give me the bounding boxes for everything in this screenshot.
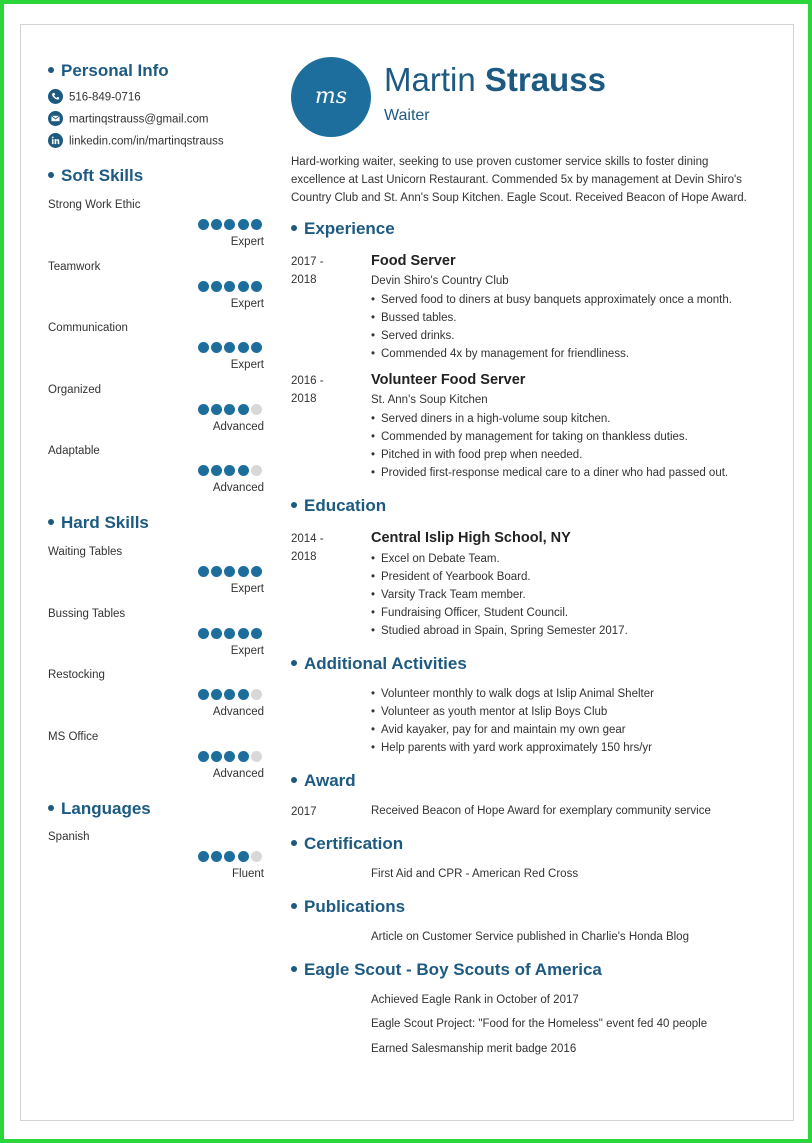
rating-dot-filled bbox=[238, 566, 249, 577]
email-icon bbox=[48, 111, 63, 126]
rating-dot-empty bbox=[251, 465, 262, 476]
rating-dot-filled bbox=[198, 751, 209, 762]
personal-info-heading: Personal Info bbox=[48, 61, 169, 81]
skill-name: Spanish bbox=[48, 831, 90, 843]
skill-level: Expert bbox=[230, 297, 264, 310]
experience-date: 2017 - 2018 bbox=[291, 256, 324, 286]
avatar: ms bbox=[291, 57, 371, 137]
skill-rating bbox=[198, 342, 264, 354]
list-item: • Excel on Debate Team. bbox=[371, 550, 628, 568]
heading-bullet-icon bbox=[291, 502, 297, 508]
rating-dot-filled bbox=[238, 404, 249, 415]
skill-level: Advanced bbox=[212, 420, 264, 433]
eagle-scout-line: Earned Salesmanship merit badge 2016 bbox=[371, 1043, 577, 1055]
job-title: Waiter bbox=[384, 107, 430, 124]
skill-name: Organized bbox=[48, 383, 102, 396]
soft-skills-heading: Soft Skills bbox=[48, 166, 143, 186]
skill-name: Waiting Tables bbox=[48, 546, 123, 558]
list-item: • Provided first-response medical care to a diner who had passed out. bbox=[371, 464, 728, 482]
list-item: • Served food to diners at busy banquets approximately once a month. bbox=[371, 291, 732, 309]
skill-level: Advanced bbox=[212, 706, 264, 718]
education-school: Central Islip High School, NY bbox=[371, 530, 571, 546]
rating-dot-filled bbox=[224, 219, 235, 230]
rating-dot-filled bbox=[198, 342, 209, 353]
heading-bullet-icon bbox=[291, 660, 297, 666]
rating-dot-filled bbox=[224, 404, 235, 415]
rating-dot-filled bbox=[224, 342, 235, 353]
rating-dot-filled bbox=[224, 628, 235, 639]
languages-heading: Languages bbox=[48, 799, 151, 819]
experience-date: 2016 - 2018 bbox=[291, 375, 324, 405]
rating-dot-filled bbox=[198, 219, 209, 230]
rating-dot-filled bbox=[251, 628, 262, 639]
certification-heading: Certification bbox=[291, 834, 403, 854]
candidate-name: Martin Strauss bbox=[384, 61, 606, 98]
contact-phone: 516-849-0716 bbox=[48, 90, 141, 105]
skill-name: Restocking bbox=[48, 669, 105, 681]
skill-name: MS Office bbox=[48, 730, 99, 743]
skill-rating bbox=[198, 404, 264, 416]
rating-dot-filled bbox=[224, 689, 235, 700]
education-date: 2014 - 2018 bbox=[291, 533, 324, 563]
publications-text: Article on Customer Service published in Charlie's Honda Blog bbox=[371, 931, 689, 943]
heading-bullet-icon bbox=[291, 777, 297, 783]
list-item: • Avid kayaker, pay for and maintain my own gear bbox=[371, 721, 654, 739]
heading-bullet-icon bbox=[291, 225, 297, 231]
skill-rating bbox=[198, 281, 264, 293]
certification-text: First Aid and CPR - American Red Cross bbox=[371, 868, 579, 880]
list-item: • Commended by management for taking on thankless duties. bbox=[371, 428, 728, 446]
publications-heading: Publications bbox=[291, 897, 405, 917]
skill-level: Fluent bbox=[232, 868, 264, 880]
list-item: • Commended 4x by management for friendliness. bbox=[371, 345, 732, 363]
heading-bullet-icon bbox=[48, 805, 54, 811]
rating-dot-filled bbox=[211, 628, 222, 639]
rating-dot-filled bbox=[224, 751, 235, 762]
heading-bullet-icon bbox=[48, 67, 54, 73]
rating-dot-filled bbox=[211, 566, 222, 577]
experience-position: Volunteer Food Server bbox=[371, 372, 526, 388]
phone-icon bbox=[48, 89, 63, 104]
hard-skills-heading: Hard Skills bbox=[48, 513, 149, 533]
experience-org: Devin Shiro's Country Club bbox=[371, 275, 509, 287]
skill-level: Advanced bbox=[212, 767, 264, 780]
skill-level: Expert bbox=[230, 644, 264, 657]
skill-name: Bussing Tables bbox=[48, 607, 126, 620]
rating-dot-filled bbox=[198, 281, 209, 292]
activities-heading: Additional Activities bbox=[291, 654, 467, 674]
rating-dot-filled bbox=[224, 281, 235, 292]
rating-dot-filled bbox=[224, 566, 235, 577]
list-item: • Fundraising Officer, Student Council. bbox=[371, 604, 628, 622]
rating-dot-filled bbox=[238, 851, 249, 862]
list-item: • Volunteer as youth mentor at Islip Boys Club bbox=[371, 703, 654, 721]
rating-dot-filled bbox=[238, 219, 249, 230]
skill-rating bbox=[198, 219, 264, 231]
rating-dot-filled bbox=[198, 404, 209, 415]
heading-bullet-icon bbox=[48, 172, 54, 178]
award-heading: Award bbox=[291, 771, 356, 791]
experience-bullets bbox=[371, 410, 728, 482]
rating-dot-filled bbox=[198, 465, 209, 476]
skill-rating bbox=[198, 465, 264, 477]
skill-rating bbox=[198, 689, 264, 701]
heading-bullet-icon bbox=[291, 840, 297, 846]
rating-dot-filled bbox=[251, 342, 262, 353]
rating-dot-filled bbox=[238, 281, 249, 292]
rating-dot-filled bbox=[211, 342, 222, 353]
rating-dot-filled bbox=[211, 851, 222, 862]
rating-dot-filled bbox=[238, 689, 249, 700]
skill-level: Expert bbox=[230, 583, 264, 595]
eagle-scout-heading: Eagle Scout - Boy Scouts of America bbox=[291, 960, 602, 980]
rating-dot-filled bbox=[211, 219, 222, 230]
rating-dot-filled bbox=[238, 465, 249, 476]
education-bullets bbox=[371, 550, 628, 640]
skill-rating bbox=[198, 628, 264, 640]
eagle-scout-line: Achieved Eagle Rank in October of 2017 bbox=[371, 994, 579, 1006]
skill-level: Advanced bbox=[212, 482, 264, 494]
award-year: 2017 bbox=[291, 806, 317, 818]
rating-dot-filled bbox=[224, 851, 235, 862]
list-item: • Help parents with yard work approximately 150 hrs/yr bbox=[371, 739, 654, 757]
activities-bullets bbox=[371, 685, 654, 757]
skill-name: Teamwork bbox=[48, 260, 101, 273]
skill-rating bbox=[198, 851, 264, 863]
experience-heading: Experience bbox=[291, 219, 395, 239]
rating-dot-empty bbox=[251, 404, 262, 415]
rating-dot-filled bbox=[224, 465, 235, 476]
rating-dot-filled bbox=[211, 465, 222, 476]
rating-dot-filled bbox=[211, 689, 222, 700]
experience-position: Food Server bbox=[371, 253, 456, 269]
list-item: • Served drinks. bbox=[371, 327, 732, 345]
list-item: • President of Yearbook Board. bbox=[371, 568, 628, 586]
linkedin-icon bbox=[48, 133, 63, 148]
rating-dot-filled bbox=[198, 566, 209, 577]
list-item: • Pitched in with food prep when needed. bbox=[371, 446, 728, 464]
heading-bullet-icon bbox=[291, 903, 297, 909]
rating-dot-filled bbox=[211, 281, 222, 292]
contact-linkedin[interactable]: linkedin.com/in/martinqstrauss bbox=[48, 134, 224, 149]
list-item: • Varsity Track Team member. bbox=[371, 586, 628, 604]
experience-bullets bbox=[371, 291, 732, 363]
list-item: • Volunteer monthly to walk dogs at Islip Animal Shelter bbox=[371, 685, 654, 703]
rating-dot-filled bbox=[238, 342, 249, 353]
list-item: • Studied abroad in Spain, Spring Semester 2017. bbox=[371, 622, 628, 640]
rating-dot-empty bbox=[251, 751, 262, 762]
eagle-scout-line: Eagle Scout Project: "Food for the Homeless" event fed 40 people bbox=[371, 1018, 708, 1030]
rating-dot-filled bbox=[238, 628, 249, 639]
skill-rating bbox=[198, 566, 264, 578]
skill-rating bbox=[198, 751, 264, 763]
rating-dot-filled bbox=[211, 751, 222, 762]
skill-level: Expert bbox=[230, 236, 264, 248]
rating-dot-filled bbox=[238, 751, 249, 762]
rating-dot-filled bbox=[198, 851, 209, 862]
experience-org: St. Ann's Soup Kitchen bbox=[371, 394, 488, 406]
resume-page bbox=[20, 24, 794, 1121]
rating-dot-empty bbox=[251, 851, 262, 862]
rating-dot-filled bbox=[251, 219, 262, 230]
education-heading: Education bbox=[291, 496, 386, 516]
list-item: • Served diners in a high-volume soup kitchen. bbox=[371, 410, 728, 428]
skill-name: Strong Work Ethic bbox=[48, 199, 141, 211]
rating-dot-filled bbox=[251, 281, 262, 292]
heading-bullet-icon bbox=[291, 966, 297, 972]
rating-dot-filled bbox=[211, 404, 222, 415]
rating-dot-filled bbox=[198, 689, 209, 700]
heading-bullet-icon bbox=[48, 519, 54, 525]
award-text: Received Beacon of Hope Award for exemplary community service bbox=[371, 805, 711, 817]
summary-text: Hard-working waiter, seeking to use proven customer service skills to foster dining excellence at Last Unicorn Restaurant. Commended 5x by management at Devin Shiro's Country Club and St. Ann's Soup Kitchen. Eagle Scout. Received Beacon of Hope Award. bbox=[291, 156, 747, 204]
skill-name: Communication bbox=[48, 322, 128, 334]
screenshot-frame bbox=[4, 4, 808, 1139]
rating-dot-filled bbox=[251, 566, 262, 577]
rating-dot-empty bbox=[251, 689, 262, 700]
contact-email[interactable]: martinqstrauss@gmail.com bbox=[48, 112, 209, 127]
rating-dot-filled bbox=[198, 628, 209, 639]
skill-name: Adaptable bbox=[48, 445, 100, 457]
skill-level: Expert bbox=[230, 359, 264, 371]
list-item: • Bussed tables. bbox=[371, 309, 732, 327]
